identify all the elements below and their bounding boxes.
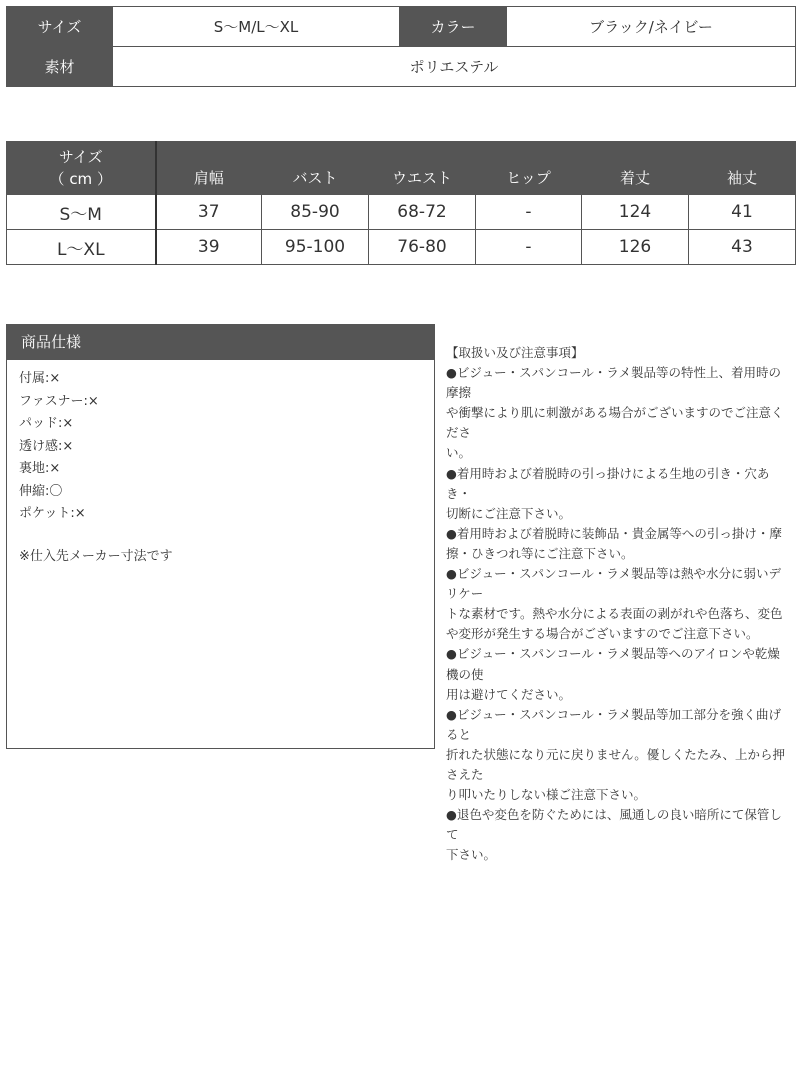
care-line: り叩いたりしない様ご注意下さい。 bbox=[446, 787, 647, 803]
product-spec-title: 商品仕様 bbox=[7, 325, 434, 360]
table-cell: 95-100 bbox=[262, 230, 369, 265]
product-spec-list bbox=[7, 360, 434, 526]
table-row bbox=[7, 195, 796, 230]
list-item: 付属:× bbox=[19, 371, 61, 386]
care-line: ●ビジュー・スパンコール・ラメ製品等加工部分を強く曲げると bbox=[446, 706, 782, 742]
care-line: 折れた状態になり元に戻りません。優しくたたみ、上から押さえた bbox=[446, 746, 786, 782]
size-cell: L〜XL bbox=[7, 230, 156, 265]
size-cell: S〜M bbox=[7, 195, 156, 230]
care-line: ●ビジュー・スパンコール・ラメ製品等の特性上、着用時の摩擦 bbox=[446, 365, 782, 401]
size-chart-header-row bbox=[7, 142, 796, 195]
material-value: ポリエステル bbox=[113, 47, 796, 87]
list-item: パッド:× bbox=[19, 416, 74, 431]
table-cell: 39 bbox=[156, 230, 262, 265]
table-cell: 124 bbox=[582, 195, 689, 230]
table-cell: 43 bbox=[689, 230, 796, 265]
size-chart-header-sleeve: 袖丈 bbox=[689, 142, 796, 195]
size-value: S〜M/L〜XL bbox=[113, 7, 400, 47]
table-row bbox=[7, 230, 796, 265]
care-line: ●退色や変色を防ぐためには、風通しの良い暗所にて保管して bbox=[446, 807, 782, 843]
list-item: 透け感:× bbox=[19, 438, 74, 454]
size-chart-header-size bbox=[7, 142, 156, 195]
table-cell: 37 bbox=[156, 195, 262, 230]
color-value: ブラック/ネイビー bbox=[507, 7, 796, 47]
list-item: ポケット:× bbox=[19, 506, 86, 521]
table-cell: 126 bbox=[582, 230, 689, 265]
table-cell: 85-90 bbox=[262, 195, 369, 230]
care-line: や衝撃により肌に刺激がある場合がございますのでご注意くださ bbox=[446, 405, 784, 441]
care-line: 用は避けてください。 bbox=[446, 686, 572, 702]
product-spec-box bbox=[6, 324, 435, 749]
care-line: ●着用時および着脱時に装飾品・貴金属等への引っ掛け・摩 bbox=[446, 525, 782, 541]
care-line: や変形が発生する場合がございますのでご注意下さい。 bbox=[446, 626, 759, 642]
care-line: 切断にご注意下さい。 bbox=[446, 505, 572, 521]
table-cell: - bbox=[476, 195, 582, 230]
material-label: 素材 bbox=[7, 47, 113, 87]
list-item: ファスナー:× bbox=[19, 393, 99, 409]
info-row-size-color bbox=[7, 7, 796, 47]
care-line: ●ビジュー・スパンコール・ラメ製品等へのアイロンや乾燥機の使 bbox=[446, 646, 780, 682]
care-heading: 【取扱い及び注意事項】 bbox=[446, 345, 584, 360]
size-chart-header-length: 着丈 bbox=[582, 142, 689, 195]
info-row-material bbox=[7, 47, 796, 87]
size-chart-header-waist: ウエスト bbox=[369, 142, 476, 195]
care-line: い。 bbox=[446, 445, 472, 461]
size-label: サイズ bbox=[7, 7, 113, 47]
size-chart-header-shoulder: 肩幅 bbox=[156, 142, 262, 195]
color-label: カラー bbox=[400, 7, 507, 47]
care-instructions bbox=[446, 343, 791, 865]
care-line: トな素材です。熱や水分による表面の剥がれや色落ち、変色 bbox=[446, 606, 783, 622]
table-cell: - bbox=[476, 230, 582, 265]
size-chart-header-hip: ヒップ bbox=[476, 142, 582, 195]
care-line: 擦・ひきつれ等にご注意下さい。 bbox=[446, 545, 634, 561]
list-item: 伸縮:〇 bbox=[19, 483, 63, 499]
size-chart-table bbox=[6, 141, 796, 265]
care-line: ●ビジュー・スパンコール・ラメ製品等は熱や水分に弱いデリケー bbox=[446, 566, 782, 602]
table-cell: 68-72 bbox=[369, 195, 476, 230]
care-line: ●着用時および着脱時の引っ掛けによる生地の引き・穴あき・ bbox=[446, 465, 770, 501]
size-chart-header-size-line1: サイズ bbox=[58, 148, 103, 166]
product-spec-note: ※仕入先メーカー寸法です bbox=[19, 548, 173, 564]
size-chart-header-bust: バスト bbox=[262, 142, 369, 195]
list-item: 裏地:× bbox=[19, 461, 61, 476]
table-cell: 76-80 bbox=[369, 230, 476, 265]
product-info-table bbox=[6, 6, 796, 87]
size-chart-header-size-line2: （ cm ） bbox=[49, 170, 112, 188]
care-line: 下さい。 bbox=[446, 847, 497, 863]
table-cell: 41 bbox=[689, 195, 796, 230]
